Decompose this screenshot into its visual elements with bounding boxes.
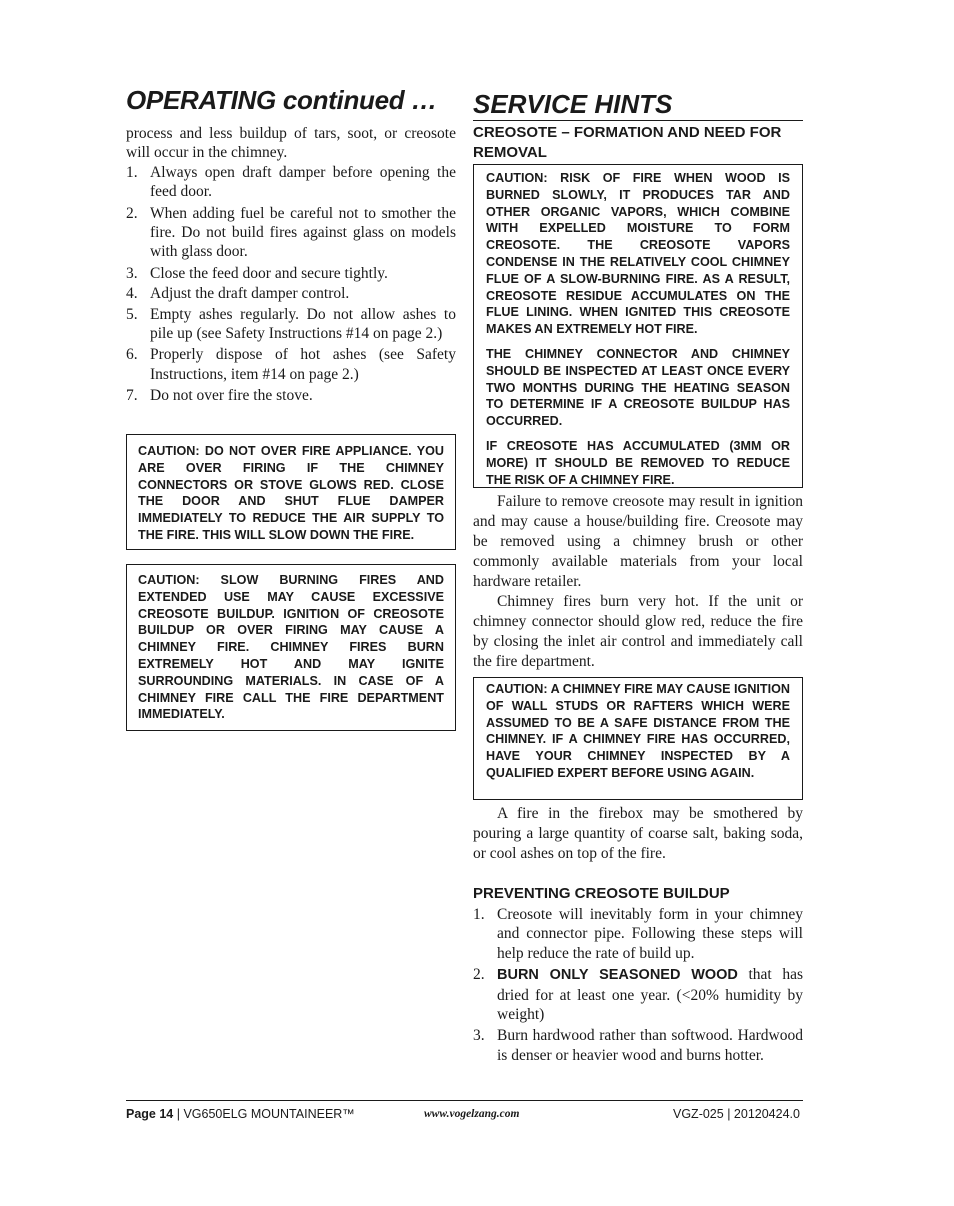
model-name: VG650ELG MOUNTAINEER™ bbox=[183, 1107, 355, 1121]
footer-separator: | bbox=[173, 1107, 184, 1121]
list-item bbox=[126, 284, 456, 303]
caution-chimney-fire-text: CAUTION: A CHIMNEY FIRE MAY CAUSE IGNITION OF WALL STUDS OR RAFTERS WHICH WERE ASSUMED TO BE A SAFE DISTANCE FROM THE CHIMNEY. IF A CHIMNEY FIRE HAS OCCURRED, HAVE YOUR CHIMNEY INSPECTED BY A QUALIFIED EXPERT BEFORE USING AGAIN. bbox=[486, 682, 790, 780]
caution-creosote-text: CAUTION: RISK OF FIRE WHEN WOOD IS BURNED SLOWLY, IT PRODUCES TAR AND OTHER ORGANIC VAPORS, WHICH COMBINE WITH EXPELLED MOISTURE TO FORM CREOSOTE. THE CREOSOTE VAPORS CONDENSE IN THE RELATIVELY COOL CHIMNEY FLUE OF A SLOW-BURNING FIRE. AS A RESULT, CREOSOTE RESIDUE ACCUMULATES ON THE FLUE LINING. WHEN IGNITED THIS CREOSOTE MAKES AN EXTREMELY HOT FIRE. bbox=[486, 171, 790, 337]
doc-code: VGZ-025 bbox=[673, 1107, 724, 1121]
preventing-creosote-subheading: PREVENTING CREOSOTE BUILDUP bbox=[473, 885, 730, 902]
caution-slow-burning-text: CAUTION: SLOW BURNING FIRES AND EXTENDED USE MAY CAUSE EXCESSIVE CREOSOTE BUILDUP. IGNITION OF CREOSOTE BUILDUP OR OVER FIRING MAY CAUSE A CHIMNEY FIRE. CHIMNEY FIRES BURN EXTREMELY HOT AND MAY IGNITE SURROUNDING MATERIALS. IN CASE OF A CHIMNEY FIRE CALL THE FIRE DEPARTMENT IMMEDIATELY. bbox=[138, 573, 444, 722]
list-item bbox=[126, 264, 456, 283]
list-text: Close the feed door and secure tightly. bbox=[150, 264, 388, 282]
caution-slow-burning-box bbox=[126, 564, 456, 731]
list-item bbox=[473, 1026, 803, 1065]
list-number: 1. bbox=[126, 163, 138, 181]
footer-rule bbox=[126, 1100, 803, 1101]
list-text: Creosote will inevitably form in your chimney and connector pipe. Following these steps will help reduce the rate of build up. bbox=[497, 906, 803, 962]
removal-text: IF CREOSOTE HAS ACCUMULATED (3MM OR MORE) IT SHOULD BE REMOVED TO REDUCE THE RISK OF A CHIMNEY FIRE. bbox=[486, 438, 790, 487]
operating-heading: OPERATING continued … bbox=[126, 85, 437, 115]
list-item bbox=[126, 345, 456, 384]
list-number: 5. bbox=[126, 305, 138, 323]
list-item bbox=[473, 965, 803, 1024]
list-text: Properly dispose of hot ashes (see Safety Instructions, item #14 on page 2.) bbox=[150, 346, 456, 383]
caution-creosote-box bbox=[473, 164, 803, 488]
list-number: 1. bbox=[473, 906, 485, 923]
creosote-subheading: CREOSOTE – FORMATION AND NEED FOR REMOVAL bbox=[473, 124, 782, 161]
chimney-fire-paragraph: Chimney fires burn very hot. If the unit or chimney connector should glow red, reduce the fire by closing the inlet air control and immediately call the fire department. bbox=[473, 593, 803, 670]
list-text: that has dried for at least one year. (<20% humidity by weight) bbox=[497, 966, 803, 1024]
list-number: 2. bbox=[473, 966, 485, 984]
list-bold-text: BURN ONLY SEASONED WOOD bbox=[497, 967, 738, 984]
list-number: 7. bbox=[126, 387, 138, 405]
service-hints-heading: SERVICE HINTS bbox=[473, 88, 803, 121]
caution-overfire-box bbox=[126, 434, 456, 550]
doc-date: 20120424.0 bbox=[733, 1107, 800, 1121]
footer-page-info bbox=[126, 1106, 355, 1122]
list-text: Empty ashes regularly. Do not allow ashes to pile up (see Safety Instructions #14 on page 2.) bbox=[150, 305, 456, 343]
list-text: Do not over fire the stove. bbox=[150, 387, 313, 405]
list-text: Always open draft damper before opening the feed door. bbox=[150, 163, 456, 201]
list-number: 2. bbox=[126, 204, 138, 222]
service-hints-section bbox=[473, 123, 803, 1065]
footer-doc-info bbox=[673, 1106, 800, 1122]
list-number: 3. bbox=[126, 264, 138, 282]
prevention-steps bbox=[473, 905, 803, 1065]
list-text: When adding fuel be careful not to smother the fire. Do not build fires against glass on models with glass door. bbox=[150, 204, 456, 261]
footer-website: www.vogelzang.com bbox=[424, 1108, 520, 1120]
list-item bbox=[126, 204, 456, 262]
inspection-text: THE CHIMNEY CONNECTOR AND CHIMNEY SHOULD BE INSPECTED AT LEAST ONCE EVERY TWO MONTHS DURING THE HEATING SEASON TO DETERMINE IF A CREOSOTE BUILDUP HAS OCCURRED. bbox=[486, 346, 790, 429]
operating-steps bbox=[126, 163, 456, 406]
list-number: 6. bbox=[126, 346, 138, 364]
list-item bbox=[126, 386, 456, 405]
list-item bbox=[126, 305, 456, 344]
list-text: Adjust the draft damper control. bbox=[150, 285, 350, 303]
page-number: Page 14 bbox=[126, 1107, 174, 1121]
creosote-removal-paragraph: Failure to remove creosote may result in ignition and may cause a house/building fire. Creosote may be removed using a chimney brush or other commonly available materials from your local hardware retailer. bbox=[473, 493, 803, 590]
operating-intro: process and less buildup of tars, soot, or creosote will occur in the chimney. bbox=[126, 125, 456, 162]
list-item bbox=[473, 905, 803, 963]
caution-overfire-text: CAUTION: DO NOT OVER FIRE APPLIANCE. YOU ARE OVER FIRING IF THE CHIMNEY CONNECTORS OR STOVE GLOWS RED. CLOSE THE DOOR AND SHUT FLUE DAMPER IMMEDIATELY TO REDUCE THE AIR SUPPLY TO THE FIRE. THIS WILL SLOW DOWN THE FIRE. bbox=[138, 444, 444, 542]
list-text: Burn hardwood rather than softwood. Hardwood is denser or heavier wood and burns hotter. bbox=[497, 1027, 803, 1064]
list-number: 3. bbox=[473, 1027, 485, 1045]
caution-chimney-fire-box bbox=[473, 677, 803, 800]
smother-fire-paragraph: A fire in the firebox may be smothered by pouring a large quantity of coarse salt, baking soda, or cool ashes on top of the fire. bbox=[473, 805, 803, 862]
list-number: 4. bbox=[126, 285, 138, 303]
list-item bbox=[126, 163, 456, 202]
operating-section bbox=[126, 124, 456, 406]
footer-separator: | bbox=[723, 1107, 734, 1121]
